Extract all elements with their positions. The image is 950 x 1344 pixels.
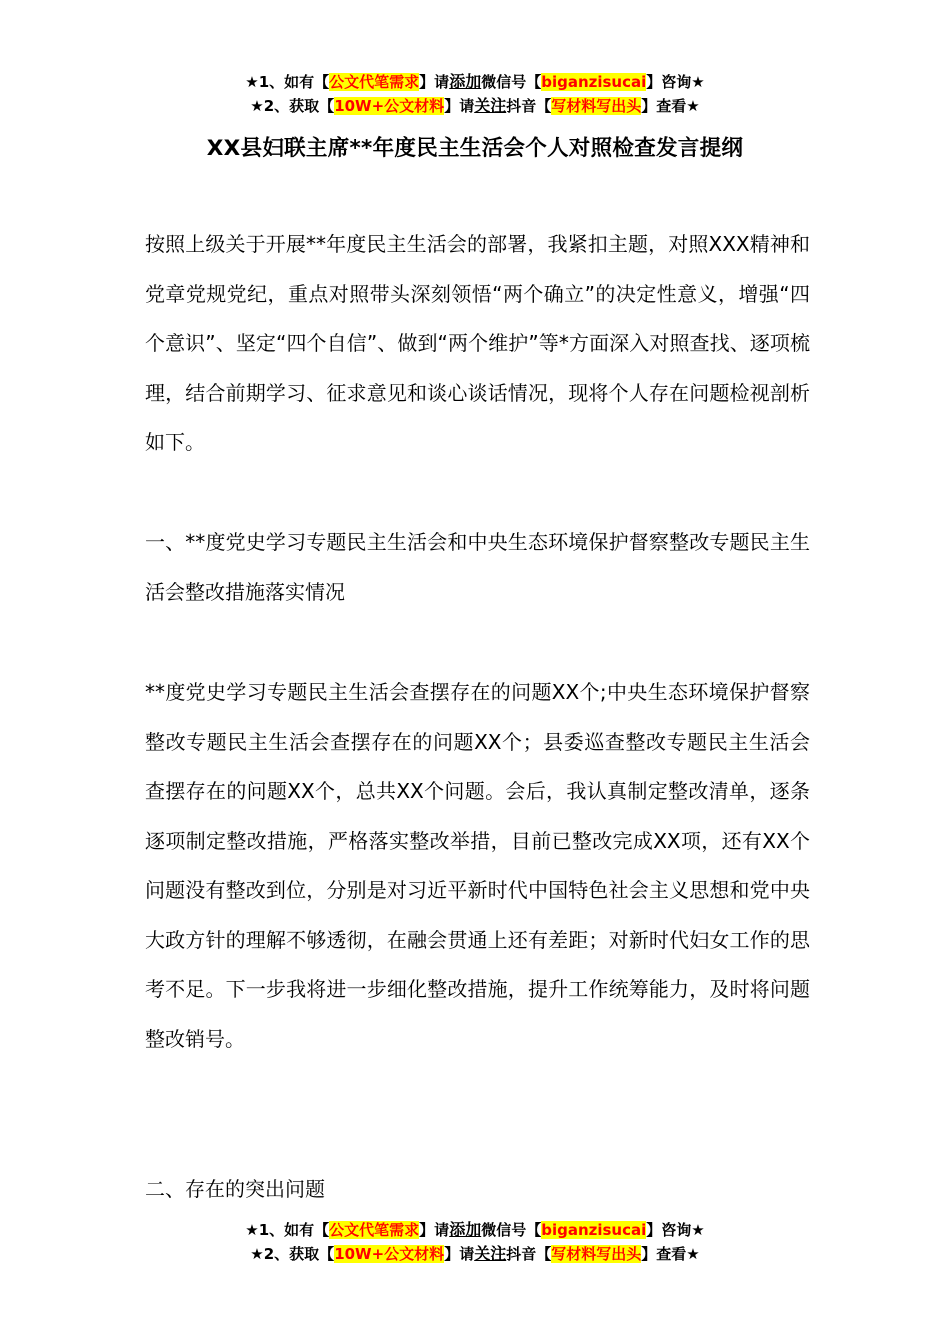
promo-line-2: ★2、获取【10W+公文材料】请关注抖音【写材料写出头】查看★ bbox=[250, 96, 700, 115]
section-1-heading: 一、**度党史学习专题民主生活会和中央生态环境保护督察整改专题民主生活会整改措施落实情况 bbox=[145, 530, 810, 604]
highlight-writing-service: 公文代笔需求 bbox=[329, 73, 420, 91]
highlight-douyin-account: 写材料写出头 bbox=[551, 1245, 642, 1263]
highlight-wechat-id: biganzisucai bbox=[541, 1221, 647, 1239]
highlight-douyin-account: 写材料写出头 bbox=[551, 97, 642, 115]
promo-line-2: ★2、获取【10W+公文材料】请关注抖音【写材料写出头】查看★ bbox=[250, 1244, 700, 1263]
emphasis-follow: 关注 bbox=[474, 1244, 507, 1263]
emphasis-add: 添加 bbox=[449, 72, 482, 91]
highlight-wechat-id: biganzisucai bbox=[541, 73, 647, 91]
emphasis-follow: 关注 bbox=[474, 96, 507, 115]
intro-paragraph: 按照上级关于开展**年度民主生活会的部署，我紧扣主题，对照XXX精神和党章党规党纪，重点对照带头深刻领悟“两个确立”的决定性意义，增强“四个意识”、坚定“四个自信”、做到“两个维护”等*方面深入对照查找、逐项梳理，结合前期学习、征求意见和谈心谈话情况，现将个人存在问题检视剖析如下。 bbox=[145, 232, 810, 454]
document-title: XX县妇联主席**年度民主生活会个人对照检查发言提纲 bbox=[206, 136, 744, 161]
section-1-body: **度党史学习专题民主生活会查摆存在的问题XX个;中央生态环境保护督察整改专题民主生活会查摆存在的问题XX个；县委巡查整改专题民主生活会查摆存在的问题XX个，总共XX个问题。会后，我认真制定整改清单，逐条逐项制定整改措施，严格落实整改举措，目前已整改完成XX项，还有XX个问题没有整改到位，分别是对习近平新时代中国特色社会主义思想和党中央大政方针的理解不够透彻，在融会贯通上还有差距；对新时代妇女工作的思考不足。下一步我将进一步细化整改措施，提升工作统筹能力，及时将问题整改销号。 bbox=[145, 680, 810, 1051]
promo-line-1: ★1、如有【公文代笔需求】请添加微信号【biganzisucai】咨询★ bbox=[245, 1220, 705, 1239]
emphasis-add: 添加 bbox=[449, 1220, 482, 1239]
highlight-writing-service: 公文代笔需求 bbox=[329, 1221, 420, 1239]
promo-banner-bottom bbox=[0, 1218, 950, 1266]
promo-banner-top bbox=[0, 70, 950, 118]
highlight-materials: 10W+公文材料 bbox=[334, 97, 445, 115]
promo-line-1: ★1、如有【公文代笔需求】请添加微信号【biganzisucai】咨询★ bbox=[245, 72, 705, 91]
section-2-heading: 二、存在的突出问题 bbox=[145, 1177, 325, 1201]
highlight-materials: 10W+公文材料 bbox=[334, 1245, 445, 1263]
